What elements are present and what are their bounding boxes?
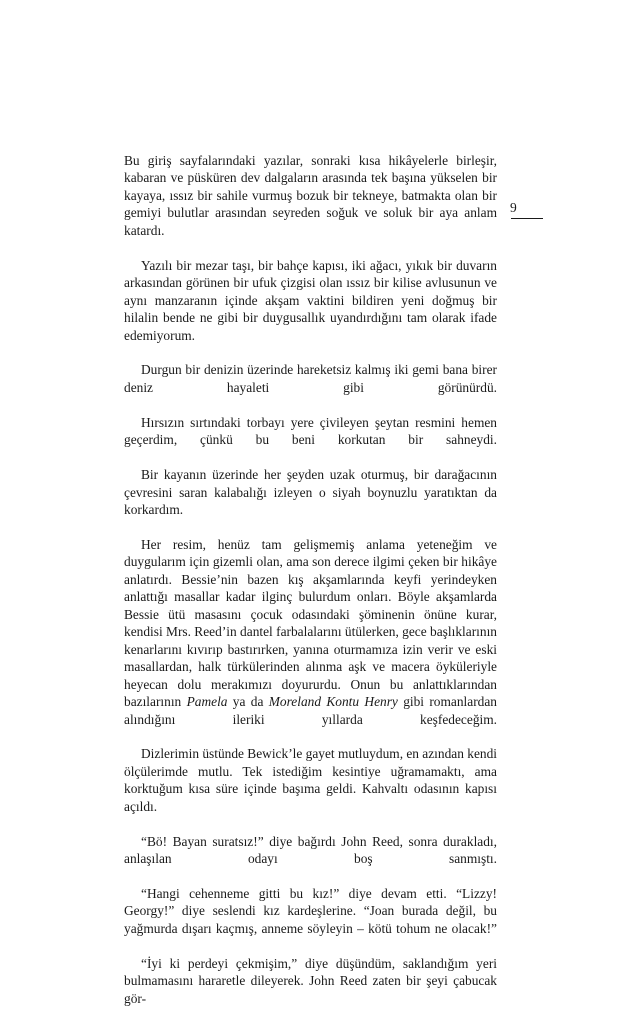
body-text-block (124, 152, 497, 1025)
paragraph: Hırsızın sırtındaki torbayı yere çivileyen şeytan resmini hemen geçerdim, çünkü bu beni korkutan bir sahneydi. (124, 414, 497, 448)
paragraph: “İyi ki perdeyi çekmişim,” diye düşündüm, saklandığım yeri bulmamasını hararetle dileyerek. John Reed zaten bir şeyi çabucak gör- (124, 955, 497, 1006)
paragraph: “Hangi cehenneme gitti bu kız!” diye devam etti. “Lizzy! Georgy!” diye seslendi kız kardeşlerine. “Joan burada değil, bu yağmurda dışarı kaçmış, anneme söyleyin – kötü tohum ne olacak!” (124, 886, 497, 936)
paragraph: Bir kayanın üzerinde her şeyden uzak oturmuş, bir darağacının çevresini saran kalabalığı izleyen o siyah boynuzlu yaratıktan da korkardım. (124, 467, 497, 518)
italic-title: Moreland Kontu Henry (268, 694, 398, 710)
paragraph: Yazılı bir mezar taşı, bir bahçe kapısı, iki ağacı, yıkık bir duvarın arkasından görünen bir ufuk çizgisi olan ıssız bir kilise avlusunun ve aynı manzaranın içinde akşam vaktini bildiren yeni doğmuş bir hilalin bende ne gibi bir duygusallık uyandırdığını tam olarak ifade edemiyorum. (124, 257, 497, 343)
page-number: 9 (510, 200, 517, 215)
page-folio (504, 201, 548, 219)
italic-title: Pamela (186, 694, 228, 710)
paragraph: “Bö! Bayan suratsız!” diye bağırdı John Reed, sonra durakladı, anlaşılan odayı boş sanmıştı. (124, 833, 497, 867)
paragraph: Bu giriş sayfalarındaki yazılar, sonraki kısa hikâyelerle birleşir, kabaran ve püsküren dev dalgaların arasında tek başına yükselen bir kayaya, ıssız bir sahile vurmuş bozuk bir tekneye, batmakta olan bir gemiyi bulutlar arasından seyreden soğuk ve soluk bir aya anlam katardı. (124, 153, 497, 238)
paragraph: Her resim, henüz tam gelişmemiş anlama yeteneğim ve duygularım için gizemli olan, ama son derece ilgimi çeken bir hikâye anlatırdı. Bessie’nin bazen kış akşamlarında keyfi yerindeyken anlattığı masallar kadar ilginç bulurdum onları. Böyle akşamlarda Bessie ütü masasını çocuk odasındaki şöminenin önüne kurar, kendisi Mrs. Reed’in dantel farbalalarını ütülerken, gece başlıklarının kenarlarını kıvırıp bastırırken, yanına oturmamıza izin verir ve eski masallardan, halk türkülerinden alınma aşk ve macera öyküleriyle heyecan dolu merakımızı doyururdu. Onun bu anlattıklarından bazılarının Pamela ya da Moreland Kontu Henry gibi romanlardan alındığını ileriki yıllarda keşfedeceğim. (124, 536, 498, 727)
paragraph: Durgun bir denizin üzerinde hareketsiz kalmış iki gemi bana birer deniz hayaleti gibi görünürdü. (124, 362, 497, 395)
paragraph: Dizlerimin üstünde Bewick’le gayet mutluydum, en azından kendi ölçülerimde mutlu. Tek istediğim kesintiye uğramamaktı, ama korktuğum kısa süre içinde başıma geldi. Kahvaltı odasının kapısı açıldı. (124, 746, 497, 814)
folio-rule (511, 218, 543, 219)
